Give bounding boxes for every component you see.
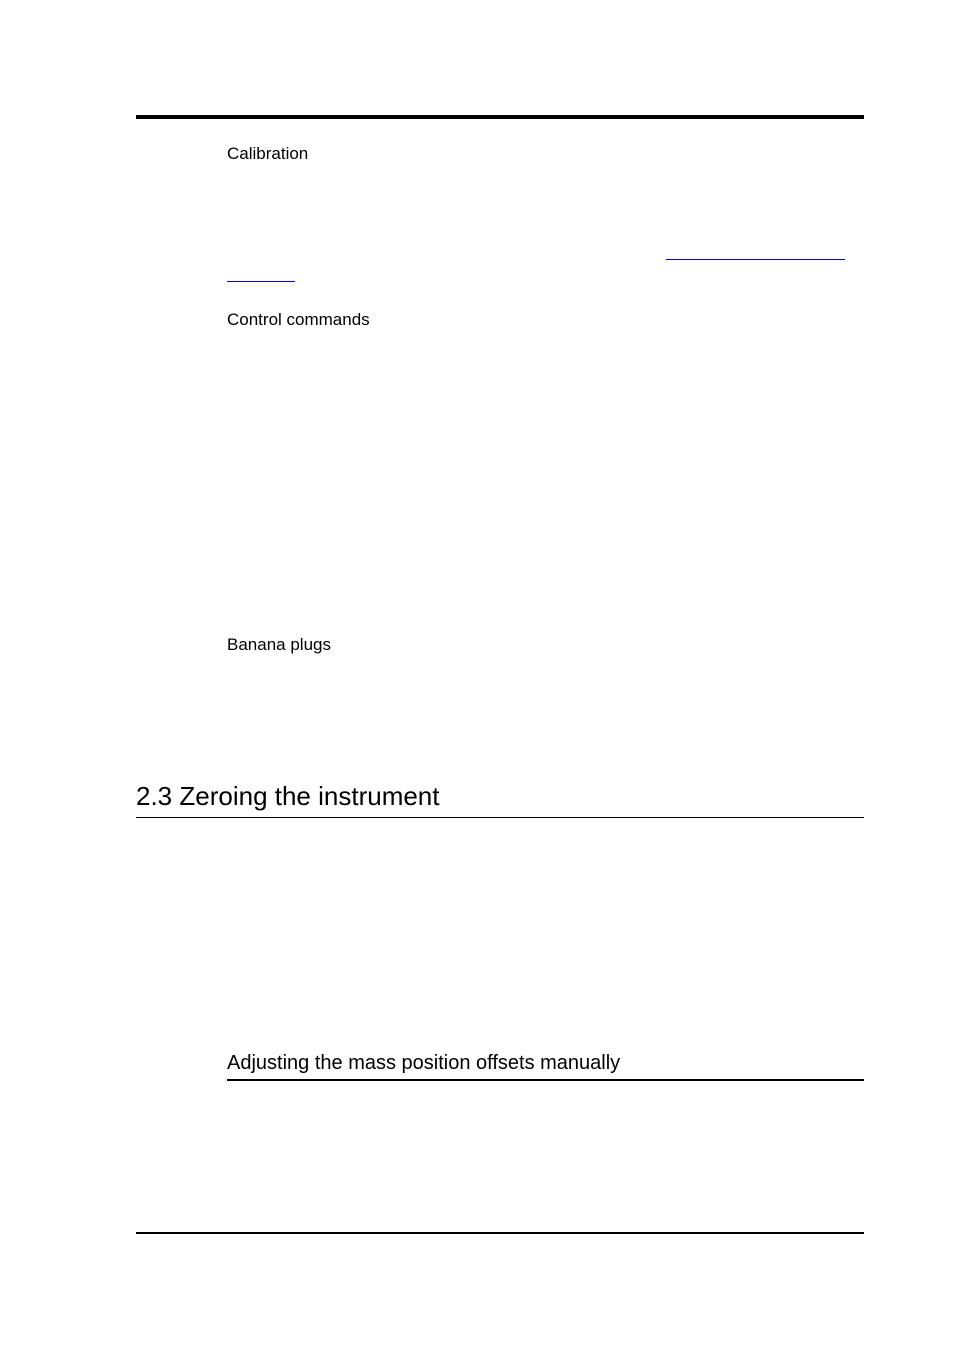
footer-rule	[136, 1232, 864, 1234]
section-rule	[136, 817, 864, 818]
header-rule	[136, 115, 864, 119]
subsection-rule	[227, 1079, 864, 1081]
calibration-heading: Calibration	[227, 144, 309, 163]
section-heading: 2.3 Zeroing the instrument	[136, 781, 440, 811]
subsection-heading: Adjusting the mass position offsets manually	[227, 1052, 621, 1074]
banana-plugs-heading: Banana plugs	[227, 635, 331, 654]
cross-reference-link-continued[interactable]	[227, 281, 295, 282]
cross-reference-link[interactable]	[666, 259, 845, 260]
control-commands-heading: Control commands	[227, 310, 370, 329]
